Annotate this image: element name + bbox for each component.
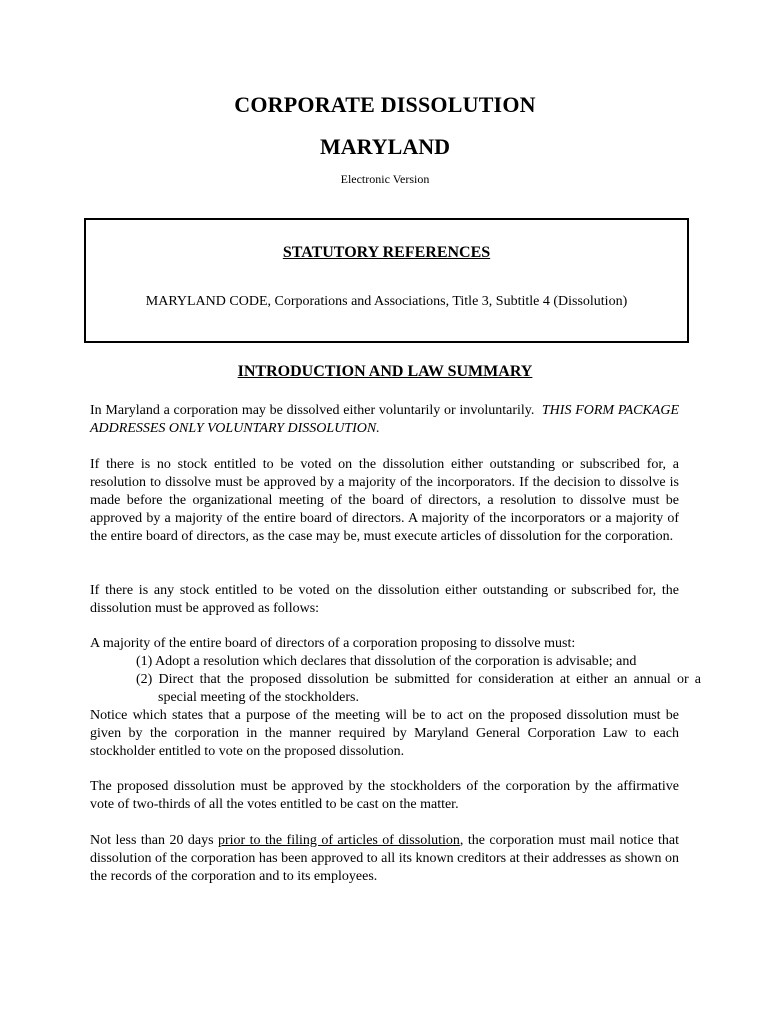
intro-paragraph-1-text: In Maryland a corporation may be dissolved either voluntarily or involuntarily.	[90, 403, 535, 418]
list-item-2: (2) Direct that the proposed dissolution be submitted for consideration at either an annual or a special meeting of the stockholders.	[136, 672, 701, 705]
state-title: MARYLAND	[320, 134, 450, 159]
statutory-reference-text: MARYLAND CODE, Corporations and Associations, Title 3, Subtitle 4 (Dissolution)	[145, 294, 628, 309]
intro-paragraph-6: The proposed dissolution must be approved by the stockholders of the corporation by the affirmative vote of two-thirds of all the votes entitled to be cast on the matter.	[90, 779, 679, 812]
document-title: CORPORATE DISSOLUTION	[234, 92, 536, 117]
intro-heading: INTRODUCTION AND LAW SUMMARY	[237, 363, 533, 380]
intro-paragraph-7-end: , the corporation must mail notice that dissolution of the corporation has been approved to all its known creditors at their addresses as shown on the records of the corporation and to its employees.	[90, 833, 679, 884]
intro-paragraph-7	[90, 832, 679, 886]
intro-paragraph-5: Notice which states that a purpose of the meeting will be to act on the proposed dissolution must be given by the corporation in the manner required by Maryland General Corporation Law to each stockholder entitled to vote on the proposed dissolution.	[90, 708, 679, 759]
statutory-references-heading: STATUTORY REFERENCES	[282, 244, 491, 261]
intro-paragraph-1	[90, 402, 679, 438]
list-item-1: (1) Adopt a resolution which declares that dissolution of the corporation is advisable; and	[136, 654, 637, 669]
intro-paragraph-2: If there is no stock entitled to be voted on the dissolution either outstanding or subscribed for, a resolution to dissolve must be approved by a majority of the incorporators. If the decision to dissolve is made before the organizational meeting of the board of directors, a resolution to dissolve must be approved by a majority of the entire board of directors. A majority of the incorporators or a majority of the entire board of directors, as the case may be, must execute articles of dissolution for the corporation.	[90, 457, 679, 544]
intro-paragraph-1-emphasis: THIS FORM PACKAGE ADDRESSES ONLY VOLUNTARY DISSOLUTION.	[90, 403, 680, 436]
intro-paragraph-7-underlined: prior to the filing of articles of dissolution	[218, 833, 460, 848]
intro-paragraph-4-lead: A majority of the entire board of directors of a corporation proposing to dissolve must:	[90, 636, 576, 651]
version-subtitle: Electronic Version	[340, 172, 430, 186]
intro-paragraph-3: If there is any stock entitled to be voted on the dissolution either outstanding or subscribed for, the dissolution must be approved as follows:	[90, 583, 679, 616]
statutory-references-box	[84, 218, 689, 343]
intro-paragraph-7-start: Not less than 20 days	[90, 833, 218, 848]
